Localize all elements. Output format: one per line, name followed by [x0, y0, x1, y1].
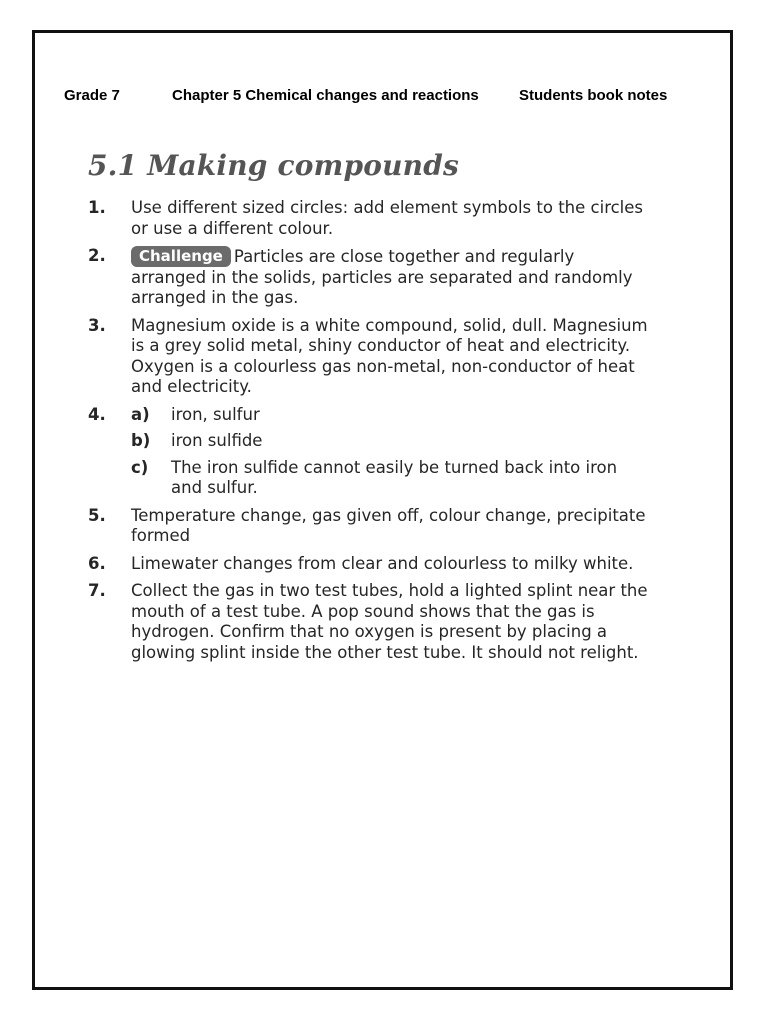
answer-3 [88, 316, 648, 398]
answer-text: Collect the gas in two test tubes, hold a lighted splint near the mouth of a test tube. A pop sound shows that the gas is hydrogen. Confirm that no oxygen is present by placing a glowing splint inside the other test tube. It should not relight. [131, 581, 648, 662]
answer-text: Use different sized circles: add element symbols to the circles or use a different colour. [131, 198, 644, 238]
answer-text: Magnesium oxide is a white compound, solid, dull. Magnesium is a grey solid metal, shiny conductor of heat and electricity. Oxygen is a colourless gas non-metal, non-conductor of heat and electricity. [131, 315, 648, 396]
answer-part-a [131, 405, 648, 426]
answer-number: 4. [88, 404, 106, 424]
answer-number: 6. [88, 553, 106, 573]
answer-number: 7. [88, 581, 106, 600]
answer-4 [88, 405, 648, 499]
answer-number: 1. [88, 198, 106, 217]
answer-number: 2. [88, 246, 106, 265]
answer-5 [88, 506, 648, 547]
part-text: iron, sulfur [171, 404, 260, 424]
section-title: 5.1 Making compounds [88, 149, 459, 182]
part-letter: c) [131, 457, 149, 477]
header-notes: Students book notes [519, 87, 668, 104]
answer-1 [88, 198, 648, 239]
answer-6 [88, 554, 648, 575]
answer-7 [88, 581, 648, 663]
part-letter: b) [131, 431, 151, 450]
answer-part-b [131, 431, 648, 452]
answer-part-c [131, 458, 648, 499]
header-chapter: Chapter 5 Chemical changes and reactions [172, 87, 479, 104]
part-text: iron sulfide [171, 431, 263, 450]
answer-text: Particles are close together and regularly arranged in the solids, particles are separated and randomly arranged in the gas. [131, 247, 633, 307]
answer-number: 5. [88, 505, 106, 525]
challenge-badge: Challenge [131, 246, 231, 267]
header-grade: Grade 7 [64, 87, 120, 104]
page-header [64, 87, 704, 107]
part-letter: a) [131, 404, 150, 424]
answer-text: Limewater changes from clear and colourless to milky white. [131, 553, 634, 573]
answer-2 [88, 246, 648, 309]
answer-text: Temperature change, gas given off, colour change, precipitate formed [131, 505, 646, 545]
part-text: The iron sulfide cannot easily be turned back into iron and sulfur. [171, 457, 618, 497]
answer-number: 3. [88, 315, 106, 335]
answer-list [88, 198, 648, 670]
